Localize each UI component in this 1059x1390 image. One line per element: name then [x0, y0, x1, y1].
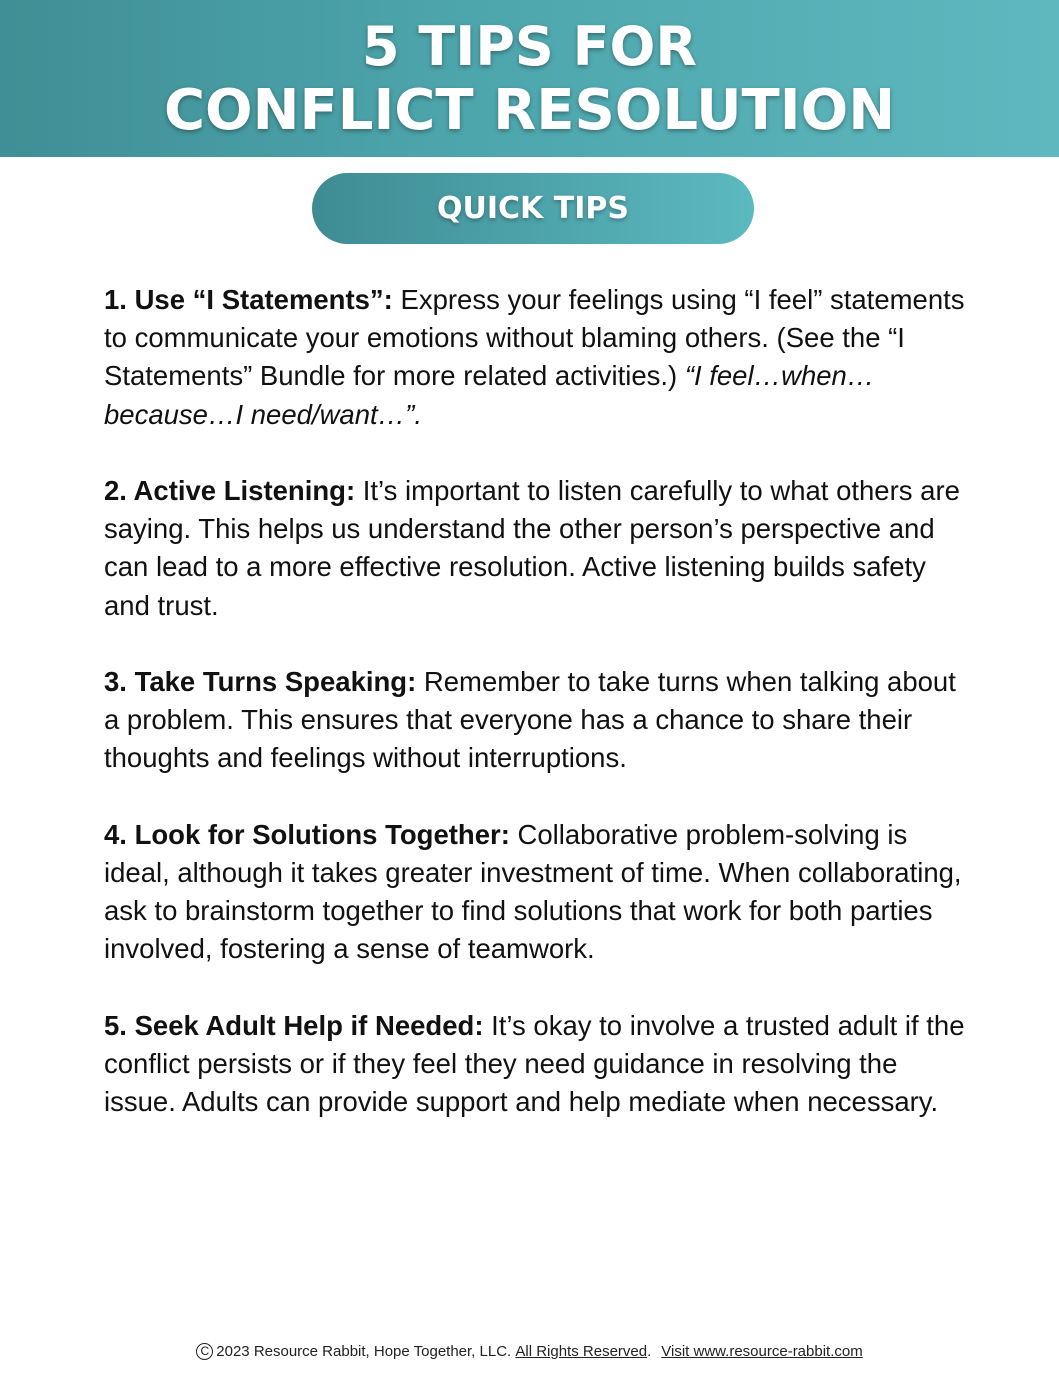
tip-5-title: 5. Seek Adult Help if Needed: [104, 1009, 484, 1041]
tip-1-example: “I feel…when…because…I need/want…”. [104, 360, 875, 430]
tip-5-body: It’s okay to involve a trusted adult if the conflict persists or if they feel they need guidance in resolving the issue. Adults can provide support and help mediate when necessary. [104, 1009, 965, 1118]
quick-tips-label: QUICK TIPS [437, 191, 629, 226]
rights-reserved-text: All Rights Reserved [515, 1343, 648, 1360]
tip-4 [104, 816, 974, 969]
footer [0, 1343, 1059, 1360]
tip-1-body: Express your feelings using “I feel” statements to communicate your emotions without blaming others. (See the “I Statements” Bundle for more related activities.) [104, 284, 965, 392]
tip-2 [104, 472, 974, 625]
quick-tips-pill [312, 173, 754, 244]
tip-4-body: Collaborative problem-solving is ideal, although it takes greater investment of time. When collaborating, ask to brainstorm together to find solutions that work for both parties involved, fostering a sense of teamwork. [104, 818, 962, 965]
tip-3-title: 3. Take Turns Speaking: [104, 666, 417, 697]
tip-4-title: 4. Look for Solutions Together: [104, 818, 510, 850]
tip-1-title: 1. Use “I Statements”: [104, 284, 393, 315]
tip-1 [104, 281, 974, 434]
tip-2-body: It’s important to listen carefully to what others are saying. This helps us understand the other person’s perspective and can lead to a more effective resolution. Active listening builds safety and trust. [104, 475, 960, 621]
page-title-line-1: 5 TIPS FOR [362, 14, 697, 78]
page-title-line-2: CONFLICT RESOLUTION [163, 77, 896, 143]
tip-2-title: 2. Active Listening: [104, 475, 356, 506]
tip-3 [104, 663, 974, 778]
header-banner [0, 0, 1059, 157]
tip-5 [104, 1007, 974, 1122]
copyright-text: 2023 Resource Rabbit, Hope Together, LLC. [216, 1343, 512, 1360]
copyright-icon: C [196, 1343, 213, 1360]
tip-3-body: Remember to take turns when talking about a problem. This ensures that everyone has a chance to share their thoughts and feelings without interruptions. [104, 666, 956, 774]
website-link[interactable]: Visit www.resource-rabbit.com [661, 1343, 863, 1360]
footer-period: . [647, 1343, 652, 1360]
tips-list [104, 281, 974, 1121]
